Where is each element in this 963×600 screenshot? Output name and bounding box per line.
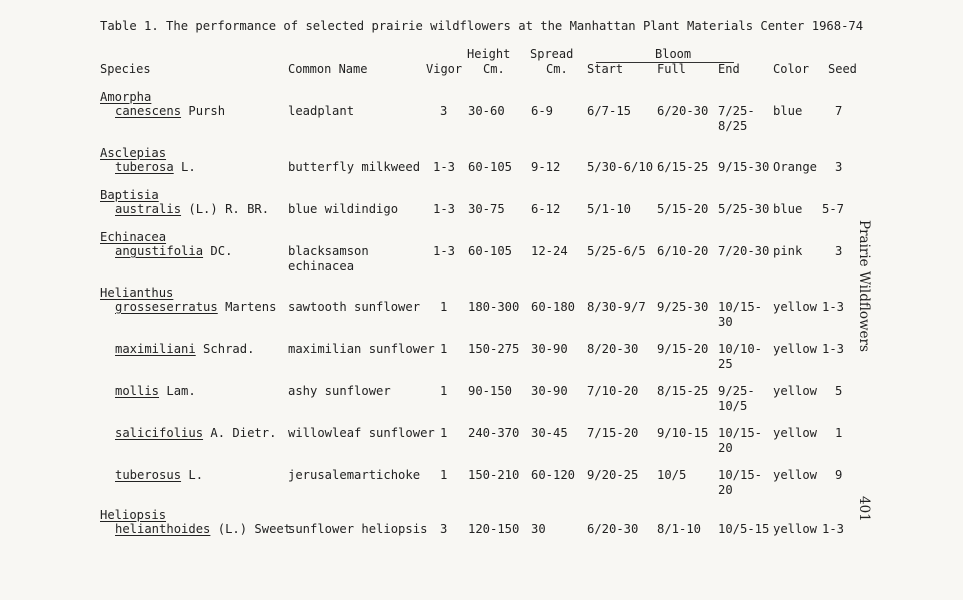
common-name: maximilian sunflower [288, 342, 435, 356]
species-name [115, 341, 254, 357]
seed-cell: 9 [835, 468, 843, 482]
header-spread-top: Spread [530, 47, 574, 61]
species-epithet: maximiliani [115, 342, 196, 356]
common-name: butterfly milkweed [288, 160, 421, 174]
species-author: (L.) Sweet [210, 522, 292, 536]
height-cell: 30-75 [468, 202, 505, 216]
vigor-cell: 3 [440, 104, 448, 118]
height-cell: 30-60 [468, 104, 505, 118]
vigor-cell: 1 [440, 300, 448, 314]
species-author: A. Dietr. [203, 426, 277, 440]
bloom-full-cell: 8/1-10 [657, 522, 702, 536]
header-bloom: Bloom [655, 47, 692, 61]
spread-cell: 30-90 [531, 342, 568, 356]
spread-cell: 30 [531, 522, 546, 536]
header-spread-unit: Cm. [546, 62, 568, 76]
color-cell: yellow [773, 300, 818, 314]
bloom-start-cell: 6/20-30 [587, 522, 639, 536]
species-epithet: salicifolius [115, 426, 204, 440]
height-cell: 90-150 [468, 384, 513, 398]
genus-name: Asclepias [100, 146, 167, 160]
spread-cell: 60-120 [531, 468, 576, 482]
seed-cell: 5-7 [822, 202, 845, 216]
species-author: L. [181, 468, 204, 482]
species-author: Schrad. [195, 342, 255, 356]
seed-cell: 5 [835, 384, 843, 398]
seed-cell: 1-3 [822, 342, 845, 356]
bloom-start-cell: 9/20-25 [587, 468, 639, 482]
bloom-end-cell: 10/10- [718, 342, 763, 356]
bloom-start-cell: 5/30-6/10 [587, 160, 654, 174]
header-species: Species [100, 62, 151, 76]
seed-cell: 1 [835, 426, 843, 440]
species-name [115, 159, 196, 175]
species-author: DC. [203, 244, 233, 258]
species-name [115, 425, 276, 441]
bloom-full-cell: 9/10-15 [657, 426, 709, 440]
color-cell: Orange [773, 160, 818, 174]
header-color: Color [773, 62, 810, 76]
seed-cell: 1-3 [822, 300, 845, 314]
page-number: 401 [856, 496, 872, 522]
genus-name: Amorpha [100, 90, 152, 104]
bloom-full-cell: 6/10-20 [657, 244, 709, 258]
bloom-start-cell: 8/30-9/7 [587, 300, 646, 314]
bloom-full-cell: 6/15-25 [657, 160, 709, 174]
seed-cell: 1-3 [822, 522, 845, 536]
common-name: blacksamson [288, 244, 369, 258]
species-name [115, 467, 203, 483]
header-start: Start [587, 62, 624, 76]
header-height-top: Height [467, 47, 511, 61]
spread-cell: 12-24 [531, 244, 568, 258]
species-epithet: grosseserratus [115, 300, 218, 314]
seed-cell: 7 [835, 104, 843, 118]
bloom-start-cell: 5/25-6/5 [587, 244, 646, 258]
bloom-end-cont: 20 [718, 441, 733, 455]
species-epithet: australis [115, 202, 182, 216]
spread-cell: 30-45 [531, 426, 568, 440]
vigor-cell: 1 [440, 468, 448, 482]
height-cell: 120-150 [468, 522, 520, 536]
bloom-full-cell: 8/15-25 [657, 384, 709, 398]
species-name [115, 383, 196, 399]
bloom-end-cell: 5/25-30 [718, 202, 770, 216]
color-cell: yellow [773, 426, 818, 440]
vigor-cell: 1 [440, 342, 448, 356]
species-epithet: angustifolia [115, 244, 204, 258]
height-cell: 60-105 [468, 244, 513, 258]
species-name [115, 299, 276, 315]
common-name: sunflower heliopsis [288, 522, 428, 536]
common-name: ashy sunflower [288, 384, 391, 398]
header-seed: Seed [828, 62, 857, 76]
height-cell: 150-275 [468, 342, 520, 356]
genus-name: Echinacea [100, 230, 167, 244]
genus-name: Heliopsis [100, 508, 167, 522]
header-full: Full [657, 62, 686, 76]
height-cell: 180-300 [468, 300, 520, 314]
species-author: Lam. [159, 384, 196, 398]
bloom-end-cont: 20 [718, 483, 733, 497]
common-name-cont: echinacea [288, 259, 355, 273]
header-end: End [718, 62, 740, 76]
species-epithet: tuberosa [115, 160, 174, 174]
bloom-start-cell: 5/1-10 [587, 202, 632, 216]
bloom-end-cont: 8/25 [718, 119, 748, 133]
height-cell: 60-105 [468, 160, 513, 174]
spread-cell: 60-180 [531, 300, 576, 314]
bloom-start-cell: 7/10-20 [587, 384, 639, 398]
color-cell: blue [773, 104, 803, 118]
color-cell: yellow [773, 522, 818, 536]
spread-cell: 6-9 [531, 104, 554, 118]
bloom-end-cell: 7/25- [718, 104, 755, 118]
species-author: Pursh [181, 104, 226, 118]
bloom-end-cont: 30 [718, 315, 733, 329]
height-cell: 150-210 [468, 468, 520, 482]
header-height-unit: Cm. [483, 62, 505, 76]
bloom-end-cell: 10/15- [718, 426, 763, 440]
species-name [115, 103, 225, 119]
species-epithet: canescens [115, 104, 182, 118]
bloom-full-cell: 9/25-30 [657, 300, 709, 314]
bloom-start-cell: 8/20-30 [587, 342, 639, 356]
species-author: L. [173, 160, 196, 174]
header-vigor: Vigor [426, 62, 463, 76]
genus-name: Helianthus [100, 286, 174, 300]
header-common-name: Common Name [288, 62, 368, 76]
bloom-end-cont: 10/5 [718, 399, 748, 413]
species-name [115, 243, 232, 259]
bloom-end-cell: 10/15- [718, 468, 763, 482]
height-cell: 240-370 [468, 426, 520, 440]
genus-name: Baptisia [100, 188, 159, 202]
color-cell: blue [773, 202, 803, 216]
species-name [115, 201, 269, 217]
running-head: Prairie Wildflowers [856, 220, 872, 352]
bloom-end-cell: 10/15- [718, 300, 763, 314]
color-cell: pink [773, 244, 803, 258]
color-cell: yellow [773, 384, 818, 398]
common-name: sawtooth sunflower [288, 300, 421, 314]
color-cell: yellow [773, 468, 818, 482]
vigor-cell: 3 [440, 522, 448, 536]
bloom-end-cell: 7/20-30 [718, 244, 770, 258]
species-author: (L.) R. BR. [181, 202, 270, 216]
species-epithet: tuberosus [115, 468, 182, 482]
common-name: jerusalemartichoke [288, 468, 421, 482]
species-name [115, 521, 291, 537]
seed-cell: 3 [835, 160, 843, 174]
vigor-cell: 1 [440, 384, 448, 398]
seed-cell: 3 [835, 244, 843, 258]
color-cell: yellow [773, 342, 818, 356]
species-epithet: helianthoides [115, 522, 211, 536]
vigor-cell: 1-3 [433, 160, 456, 174]
bloom-full-cell: 6/20-30 [657, 104, 709, 118]
spread-cell: 9-12 [531, 160, 561, 174]
common-name: blue wildindigo [288, 202, 399, 216]
common-name: leadplant [288, 104, 355, 118]
species-epithet: mollis [115, 384, 160, 398]
bloom-start-cell: 7/15-20 [587, 426, 639, 440]
bloom-full-cell: 10/5 [657, 468, 687, 482]
table-title: Table 1. The performance of selected prairie wildflowers at the Manhattan Plant Materials Center 1968-74 [100, 19, 864, 33]
spread-cell: 6-12 [531, 202, 561, 216]
common-name: willowleaf sunflower [288, 426, 435, 440]
spread-cell: 30-90 [531, 384, 568, 398]
bloom-full-cell: 5/15-20 [657, 202, 709, 216]
bloom-end-cell: 9/25- [718, 384, 755, 398]
vigor-cell: 1 [440, 426, 448, 440]
vigor-cell: 1-3 [433, 202, 456, 216]
bloom-end-cont: 25 [718, 357, 733, 371]
bloom-end-cell: 10/5-15 [718, 522, 770, 536]
bloom-end-cell: 9/15-30 [718, 160, 770, 174]
species-author: Martens [217, 300, 277, 314]
bloom-start-cell: 6/7-15 [587, 104, 632, 118]
vigor-cell: 1-3 [433, 244, 456, 258]
bloom-full-cell: 9/15-20 [657, 342, 709, 356]
